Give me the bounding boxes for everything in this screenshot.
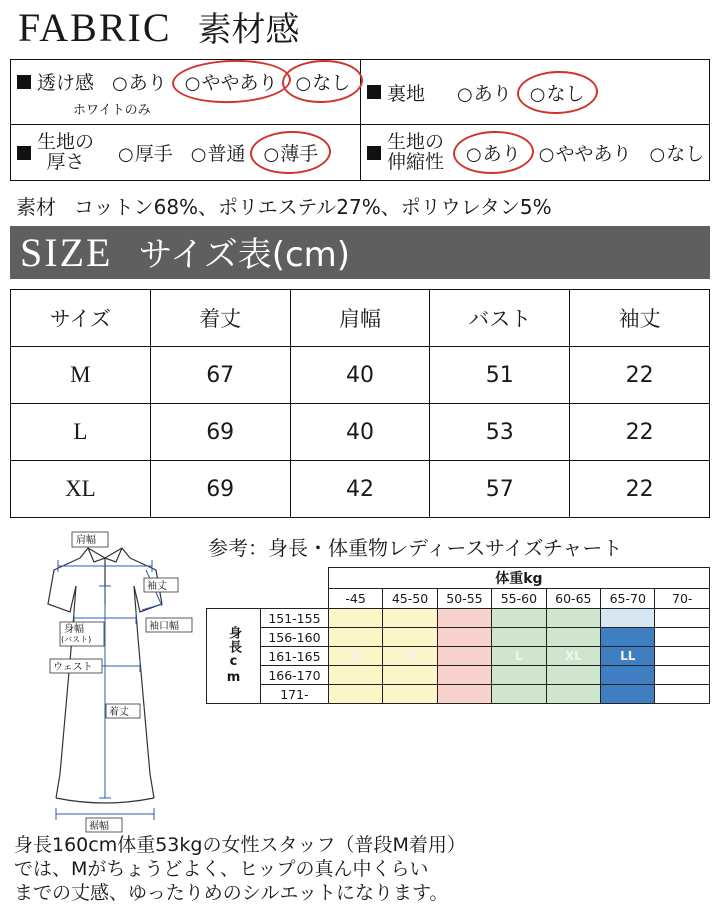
chart-cell <box>546 685 600 704</box>
fabric-sheer-note: ホワイトのみ <box>73 99 354 118</box>
height-weight-chart <box>206 567 710 704</box>
chart-size-mark: S <box>328 647 382 666</box>
label-text-line2: 厚さ <box>47 151 85 173</box>
chart-cell <box>601 666 655 685</box>
size-col-header: バスト <box>430 290 570 347</box>
size-cell: 40 <box>290 347 430 404</box>
fabric-header-jp: 素材感 <box>198 2 300 51</box>
label-text: 透け感 <box>37 68 94 95</box>
size-col-header: 袖丈 <box>570 290 710 347</box>
chart-cell <box>601 685 655 704</box>
option-yaya-ari[interactable]: ○ややあり <box>181 66 282 97</box>
fabric-lining-cell <box>361 60 710 125</box>
chart-cell <box>655 609 710 628</box>
weight-col-header: 55-60 <box>492 589 546 609</box>
label-body-width: 身幅 <box>64 622 84 635</box>
size-cell: 22 <box>570 347 710 404</box>
caption-line: では、Mがちょうどよく、ヒップの真ん中くらい <box>14 858 710 882</box>
label-body-width-sub: (バスト) <box>61 635 91 644</box>
size-cell: 67 <box>150 347 290 404</box>
chart-cell <box>328 628 382 647</box>
weight-col-header: 50-55 <box>437 589 491 609</box>
height-row-header: 171- <box>261 685 329 704</box>
table-row <box>11 347 710 404</box>
chart-size-mark: M <box>383 647 437 666</box>
table-header-row <box>207 568 710 589</box>
weight-col-header: 45-50 <box>383 589 437 609</box>
size-header-jp: サイズ表(cm) <box>138 227 350 276</box>
height-row-header: 151-155 <box>261 609 329 628</box>
fabric-lining-label <box>367 79 425 106</box>
fabric-header-en: FABRIC <box>18 4 172 51</box>
chart-cell <box>655 647 710 666</box>
size-section-header <box>10 226 710 279</box>
size-col-header: 着丈 <box>150 290 290 347</box>
reference-chart-title: 参考：身長・体重物レディースサイズチャート <box>208 532 710 561</box>
material-composition <box>16 191 710 220</box>
fit-caption <box>14 834 710 905</box>
chart-cell <box>437 628 491 647</box>
chart-cell <box>383 666 437 685</box>
option-nashi[interactable]: ○なし <box>291 66 354 97</box>
chart-cell <box>328 609 382 628</box>
square-bullet-icon <box>367 85 381 99</box>
size-cell: 42 <box>290 461 430 518</box>
chart-size-mark: L <box>492 647 546 666</box>
table-header-row <box>11 290 710 347</box>
size-header-en: SIZE <box>20 229 112 276</box>
fabric-table <box>10 59 710 181</box>
size-cell: 22 <box>570 461 710 518</box>
caption-line: 身長160cm体重53kgの女性スタッフ（普段M着用） <box>14 834 710 858</box>
option-ari[interactable]: ○あり <box>462 137 525 168</box>
label-text-line1: 生地の <box>37 131 94 153</box>
fabric-thickness-cell <box>11 125 361 181</box>
table-row <box>207 666 710 685</box>
option-ari[interactable]: ○あり <box>108 66 171 97</box>
weight-col-header: -45 <box>328 589 382 609</box>
table-row <box>207 628 710 647</box>
chart-cell <box>546 609 600 628</box>
chart-cell <box>492 628 546 647</box>
chart-cell <box>655 685 710 704</box>
option-yaya-ari[interactable]: ○ややあり <box>535 137 636 168</box>
chart-size-mark: XL <box>546 647 600 666</box>
chart-cell <box>328 685 382 704</box>
size-cell: 40 <box>290 404 430 461</box>
size-cell: M <box>11 347 151 404</box>
square-bullet-icon <box>367 146 381 160</box>
label-shoulder: 肩幅 <box>76 533 96 546</box>
size-cell: 22 <box>570 404 710 461</box>
chart-cell <box>437 609 491 628</box>
size-col-header: 肩幅 <box>290 290 430 347</box>
chart-cell <box>655 666 710 685</box>
weight-col-header: 70- <box>655 589 710 609</box>
fabric-section-header <box>10 0 710 51</box>
weight-col-header: 65-70 <box>601 589 655 609</box>
chart-cell <box>492 666 546 685</box>
table-row <box>207 609 710 628</box>
fabric-lining-options <box>453 77 588 108</box>
chart-cell <box>383 628 437 647</box>
option-futsuu[interactable]: ○普通 <box>187 137 250 168</box>
size-cell: 53 <box>430 404 570 461</box>
fabric-stretch-label <box>367 133 444 173</box>
material-label: 素材 <box>16 195 56 219</box>
chart-size-mark: LL <box>601 647 655 666</box>
size-cell: 69 <box>150 404 290 461</box>
material-value: コットン68%、ポリエステル27%、ポリウレタン5% <box>74 195 552 219</box>
table-row <box>11 404 710 461</box>
fabric-sheer-cell <box>11 60 361 125</box>
chart-cell <box>437 647 491 666</box>
table-row <box>11 461 710 518</box>
table-row <box>11 60 710 125</box>
label-waist: ウェスト <box>53 661 93 673</box>
table-row <box>207 647 710 666</box>
size-cell: 69 <box>150 461 290 518</box>
label-text-line2: 伸縮性 <box>387 151 444 173</box>
chart-cell <box>655 628 710 647</box>
chart-cell <box>437 685 491 704</box>
weight-col-header: 60-65 <box>546 589 600 609</box>
caption-line: までの丈感、ゆったりめのシルエットになります。 <box>14 882 710 905</box>
size-cell: 51 <box>430 347 570 404</box>
height-row-header: 161-165 <box>261 647 329 666</box>
chart-cell <box>601 609 655 628</box>
option-usude[interactable]: ○薄手 <box>259 137 322 168</box>
square-bullet-icon <box>17 146 31 160</box>
table-header-row <box>207 589 710 609</box>
chart-cell <box>492 609 546 628</box>
chart-cell <box>601 628 655 647</box>
chart-cell <box>328 666 382 685</box>
height-row-header: 166-170 <box>261 666 329 685</box>
fabric-sheer-label <box>17 68 94 95</box>
option-ari[interactable]: ○あり <box>453 77 516 108</box>
option-nashi[interactable]: ○なし <box>526 77 589 108</box>
chart-cell <box>383 685 437 704</box>
label-sleeve-length: 袖丈 <box>147 579 167 592</box>
fabric-stretch-cell <box>361 125 710 181</box>
weight-header: 体重kg <box>328 568 709 589</box>
size-cell: 57 <box>430 461 570 518</box>
height-header: 身長cm <box>207 609 261 704</box>
fabric-thickness-label <box>17 133 94 173</box>
table-row <box>207 685 710 704</box>
label-text: 裏地 <box>387 79 425 106</box>
fabric-thickness-options <box>114 137 322 168</box>
label-sleeve-opening: 袖口幅 <box>149 619 179 632</box>
height-row-header: 156-160 <box>261 628 329 647</box>
chart-cell <box>437 666 491 685</box>
chart-cell <box>383 609 437 628</box>
option-nashi[interactable]: ○なし <box>645 137 708 168</box>
chart-cell <box>546 628 600 647</box>
table-row <box>11 125 710 181</box>
garment-measurement-diagram <box>10 526 200 826</box>
size-col-header: サイズ <box>11 290 151 347</box>
chart-cell <box>546 666 600 685</box>
size-cell: L <box>11 404 151 461</box>
size-table <box>10 289 710 518</box>
option-atsude[interactable]: ○厚手 <box>114 137 177 168</box>
chart-cell <box>492 685 546 704</box>
label-text-line1: 生地の <box>387 131 444 153</box>
reference-chart-column <box>204 526 710 826</box>
label-hem: 裾幅 <box>89 819 109 832</box>
bottom-section <box>10 526 710 826</box>
square-bullet-icon <box>17 75 31 89</box>
fabric-sheer-options <box>108 66 354 97</box>
fabric-stretch-options <box>462 137 708 168</box>
size-cell: XL <box>11 461 151 518</box>
label-length: 着丈 <box>109 705 129 718</box>
